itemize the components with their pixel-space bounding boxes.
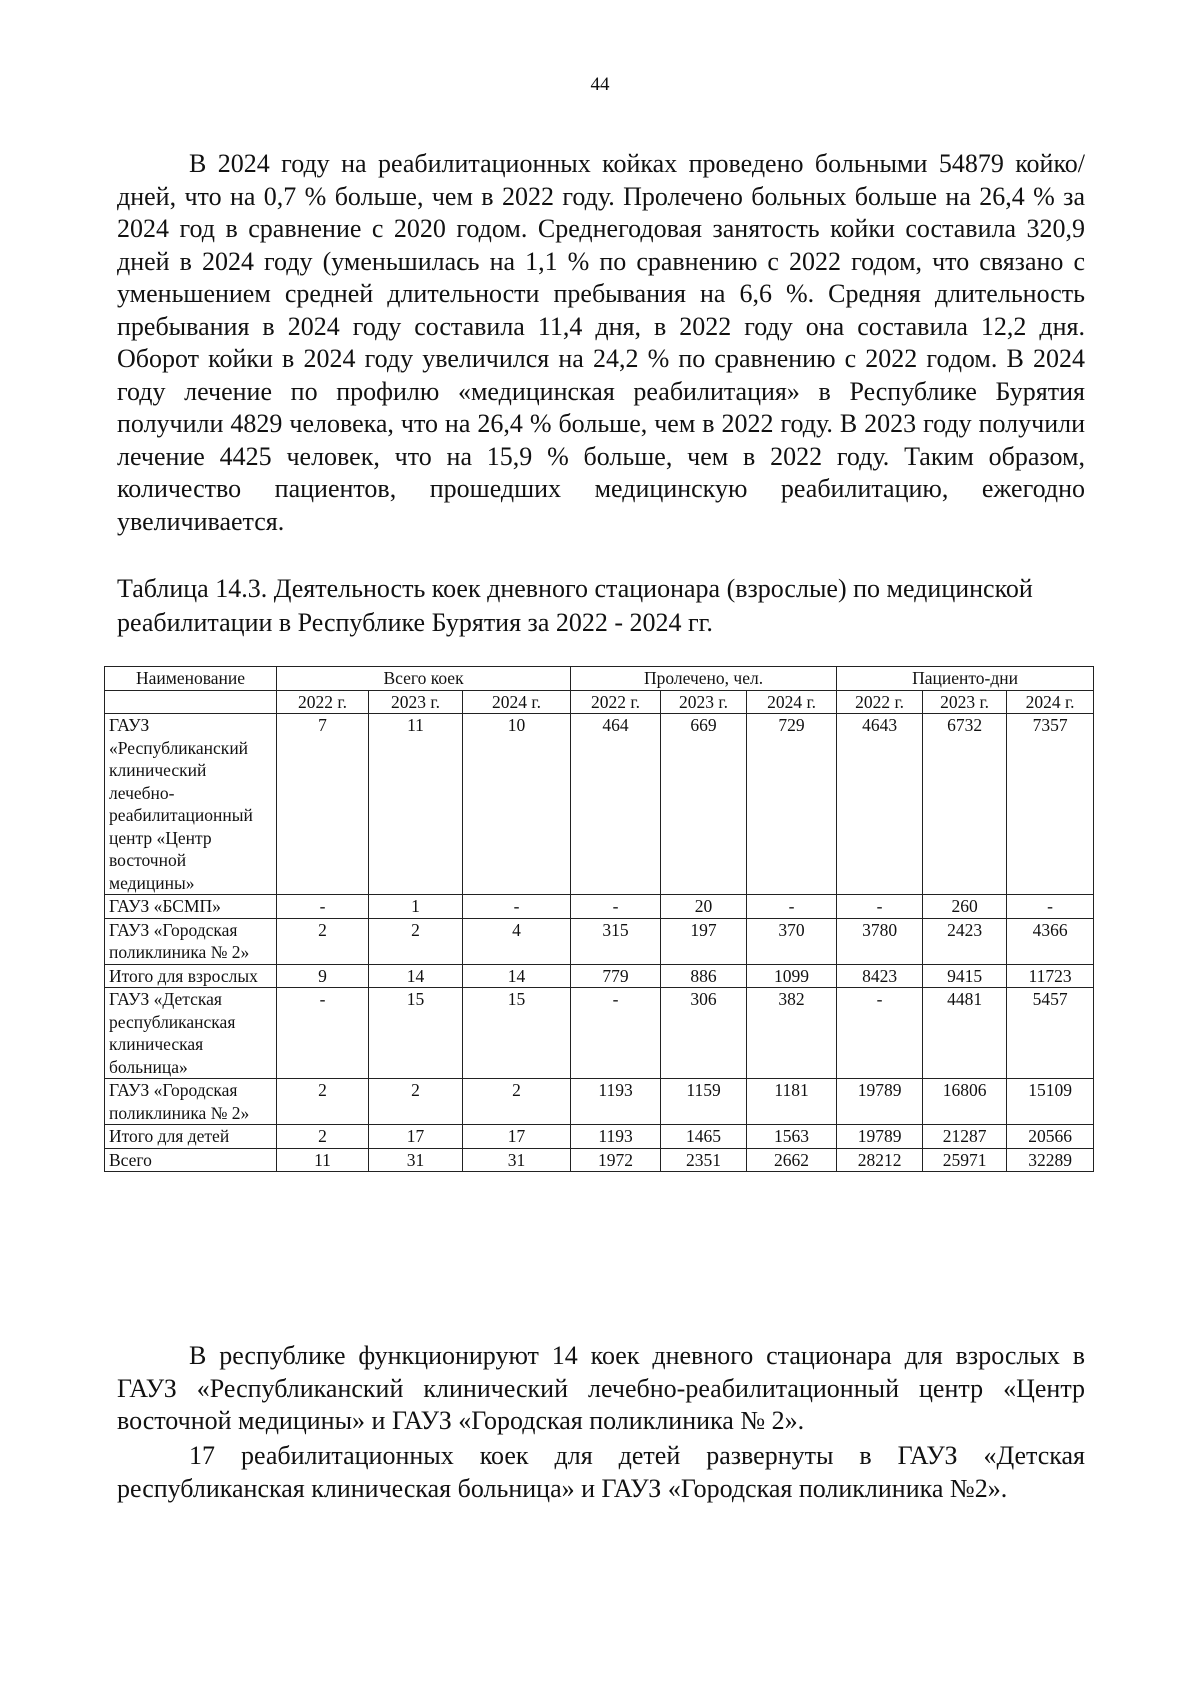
header-name: Наименование <box>105 667 277 691</box>
value-cell: 21287 <box>923 1125 1007 1149</box>
value-cell: 11723 <box>1007 964 1094 988</box>
value-cell: 306 <box>661 988 747 1079</box>
value-cell: 1972 <box>571 1148 661 1172</box>
value-cell: 6732 <box>923 714 1007 895</box>
value-cell: 15 <box>369 988 463 1079</box>
value-cell: 1563 <box>747 1125 837 1149</box>
value-cell: 1099 <box>747 964 837 988</box>
table-year-row <box>105 690 1094 714</box>
row-name-cell: ГАУЗ «Детская республиканская клиническая больница» <box>105 988 277 1079</box>
table-row <box>105 1079 1094 1125</box>
value-cell: 197 <box>661 918 747 964</box>
value-cell: 2423 <box>923 918 1007 964</box>
value-cell: 11 <box>277 1148 369 1172</box>
table-row <box>105 1148 1094 1172</box>
value-cell: 1 <box>369 895 463 919</box>
value-cell: 14 <box>463 964 571 988</box>
table-row <box>105 714 1094 895</box>
value-cell: 15 <box>463 988 571 1079</box>
value-cell: 729 <box>747 714 837 895</box>
value-cell: 2 <box>369 1079 463 1125</box>
table-row <box>105 895 1094 919</box>
value-cell: - <box>837 988 923 1079</box>
value-cell: 1193 <box>571 1125 661 1149</box>
value-cell: 3780 <box>837 918 923 964</box>
header-year: 2023 г. <box>369 690 463 714</box>
table-body <box>105 714 1094 1172</box>
header-year: 2022 г. <box>837 690 923 714</box>
value-cell: 2 <box>463 1079 571 1125</box>
value-cell: 2662 <box>747 1148 837 1172</box>
value-cell: 15109 <box>1007 1079 1094 1125</box>
header-year: 2023 г. <box>923 690 1007 714</box>
value-cell: 11 <box>369 714 463 895</box>
table-row <box>105 918 1094 964</box>
row-name-cell: Итого для взрослых <box>105 964 277 988</box>
value-cell: 5457 <box>1007 988 1094 1079</box>
value-cell: 382 <box>747 988 837 1079</box>
row-name-cell: ГАУЗ «Городская поликлиника № 2» <box>105 918 277 964</box>
row-name-cell: ГАУЗ «Городская поликлиника № 2» <box>105 1079 277 1125</box>
value-cell: 20566 <box>1007 1125 1094 1149</box>
table-caption: Таблица 14.3. Деятельность коек дневного стационара (взрослые) по медицинской реабилитации в Республике Бурятия за 2022 - 2024 гг. <box>117 574 1033 637</box>
value-cell: - <box>277 895 369 919</box>
header-year: 2022 г. <box>571 690 661 714</box>
value-cell: 779 <box>571 964 661 988</box>
page-number: 44 <box>590 74 610 95</box>
header-treated: Пролечено, чел. <box>571 667 837 691</box>
value-cell: - <box>277 988 369 1079</box>
table-row <box>105 964 1094 988</box>
value-cell: - <box>463 895 571 919</box>
row-name-cell: ГАУЗ «БСМП» <box>105 895 277 919</box>
value-cell: 31 <box>369 1148 463 1172</box>
value-cell: 7 <box>277 714 369 895</box>
body-paragraph-2: В республике функционируют 14 коек дневного стационара для взрослых в ГАУЗ «Республиканский клинический лечебно-реабилитационный центр «Центр восточной медицины» и ГАУЗ «Городская поликлиника № 2». <box>117 1341 1085 1435</box>
value-cell: 25971 <box>923 1148 1007 1172</box>
table-row <box>105 1125 1094 1149</box>
value-cell: 886 <box>661 964 747 988</box>
value-cell: 669 <box>661 714 747 895</box>
value-cell: 19789 <box>837 1079 923 1125</box>
value-cell: 2 <box>277 1079 369 1125</box>
table-row <box>105 988 1094 1079</box>
header-year: 2024 г. <box>747 690 837 714</box>
value-cell: 16806 <box>923 1079 1007 1125</box>
row-name-cell: ГАУЗ «Республиканский клинический лечебно-реабилитационный центр «Центр восточной медицины» <box>105 714 277 895</box>
value-cell: - <box>571 895 661 919</box>
value-cell: 1193 <box>571 1079 661 1125</box>
value-cell: 20 <box>661 895 747 919</box>
value-cell: 2351 <box>661 1148 747 1172</box>
value-cell: 1465 <box>661 1125 747 1149</box>
value-cell: 315 <box>571 918 661 964</box>
row-name-cell: Итого для детей <box>105 1125 277 1149</box>
header-year: 2024 г. <box>463 690 571 714</box>
value-cell: - <box>747 895 837 919</box>
value-cell: 1159 <box>661 1079 747 1125</box>
value-cell: 31 <box>463 1148 571 1172</box>
table-header-row <box>105 667 1094 691</box>
value-cell: 260 <box>923 895 1007 919</box>
value-cell: 2 <box>277 1125 369 1149</box>
value-cell: 370 <box>747 918 837 964</box>
value-cell: - <box>571 988 661 1079</box>
value-cell: 28212 <box>837 1148 923 1172</box>
body-paragraph-3: 17 реабилитационных коек для детей развернуты в ГАУЗ «Детская республиканская клиническая больница» и ГАУЗ «Городская поликлиника №2». <box>117 1441 1085 1503</box>
value-cell: 17 <box>369 1125 463 1149</box>
value-cell: 17 <box>463 1125 571 1149</box>
value-cell: 9 <box>277 964 369 988</box>
value-cell: 10 <box>463 714 571 895</box>
header-year: 2022 г. <box>277 690 369 714</box>
body-paragraph-1: В 2024 году на реабилитационных койках проведено больными 54879 койко/дней, что на 0,7 % больше, чем в 2022 году. Пролечено больных больше на 26,4 % за 2024 год в сравнение с 2020 годом. Среднегодовая занятость койки составила 320,9 дней в 2024 году (уменьшилась на 1,1 % по сравнению с 2022 годом, что связано с уменьшением средней длительности пребывания на 6,6 %. Средняя длительность пребывания в 2024 году составила 11,4 дня, в 2022 году она составила 12,2 дня. Оборот койки в 2024 году увеличился на 24,2 % по сравнению с 2022 годом. В 2024 году лечение по профилю «медицинская реабилитация» в Республике Бурятия получили 4829 человека, что на 26,4 % больше, чем в 2022 году. В 2023 году получили лечение 4425 человек, что на 15,9 % больше, чем в 2022 году. Таким образом, количество пациентов, прошедших медицинскую реабилитацию, ежегодно увеличивается. <box>117 149 1085 536</box>
value-cell: 9415 <box>923 964 1007 988</box>
value-cell: 2 <box>369 918 463 964</box>
value-cell: - <box>1007 895 1094 919</box>
value-cell: 464 <box>571 714 661 895</box>
value-cell: 32289 <box>1007 1148 1094 1172</box>
rehab-beds-table <box>104 666 1094 1172</box>
value-cell: 1181 <box>747 1079 837 1125</box>
row-name-cell: Всего <box>105 1148 277 1172</box>
value-cell: 4643 <box>837 714 923 895</box>
header-empty <box>105 690 277 714</box>
value-cell: 4481 <box>923 988 1007 1079</box>
value-cell: 4 <box>463 918 571 964</box>
header-year: 2024 г. <box>1007 690 1094 714</box>
header-total-beds: Всего коек <box>277 667 571 691</box>
header-year: 2023 г. <box>661 690 747 714</box>
value-cell: 14 <box>369 964 463 988</box>
value-cell: - <box>837 895 923 919</box>
value-cell: 8423 <box>837 964 923 988</box>
value-cell: 7357 <box>1007 714 1094 895</box>
value-cell: 19789 <box>837 1125 923 1149</box>
value-cell: 2 <box>277 918 369 964</box>
header-patient-days: Пациенто-дни <box>837 667 1094 691</box>
value-cell: 4366 <box>1007 918 1094 964</box>
